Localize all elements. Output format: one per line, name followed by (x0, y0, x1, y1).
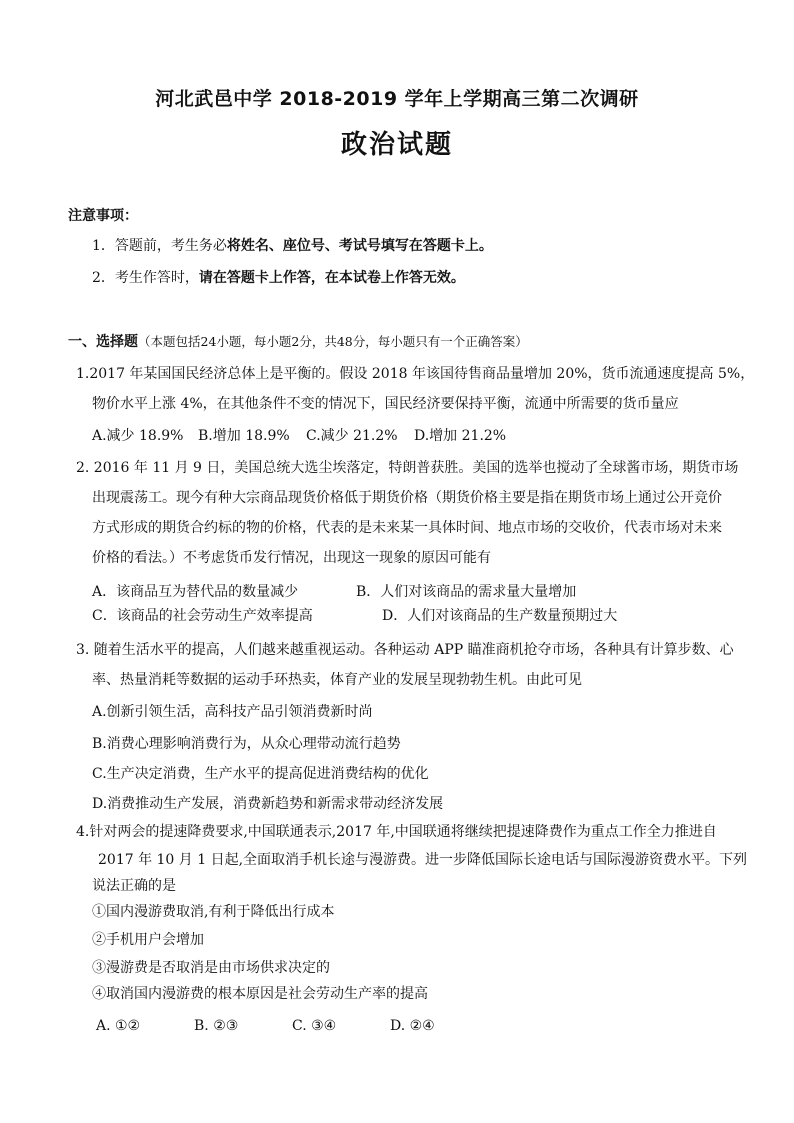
section-heading (68, 332, 528, 352)
notice-item-2-prefix: 2．考生作答时， (92, 270, 199, 286)
q4-statement-4: ④取消国内漫游费的根本原因是社会劳动生产率的提高 (92, 986, 428, 1002)
q2-option-a: A．该商品互为替代品的数量减少 (92, 584, 299, 600)
q2-line-2: 出现震荡工。现今有种大宗商品现货价格低于期货价格（期货价格主要是指在期货市场上通过公开竞价 (92, 490, 722, 506)
notice-item-1-bold: 将姓名、座位号、考试号填写在答题卡上。 (226, 238, 493, 254)
notice-label: 注意事项： (68, 208, 138, 224)
q2-line-3: 方式形成的期货合约标的物的价格，代表的是未来某一具体时间、地点市场的交收价，代表市场对未来 (92, 520, 722, 536)
q4-option-b: B. ②③ (194, 1018, 239, 1034)
q1-option-c: C.减少 21.2% (306, 428, 398, 444)
q1-option-a: A.减少 18.9% (92, 428, 184, 444)
school-title: 河北武邑中学 2018-2019 学年上学期高三第二次调研 (155, 88, 639, 110)
q4-line-2: 2017 年 10 月 1 日起,全面取消手机长途与漫游费。进一步降低国际长途电话与国际漫游资费水平。下列 (98, 852, 748, 868)
q4-option-d: D. ②④ (390, 1018, 435, 1034)
q2-option-c: C．该商品的社会劳动生产效率提高 (92, 608, 313, 624)
q3-line-1: 3. 随着生活水平的提高，人们越来越重视运动。各种运动 APP 瞄准商机抢夺市场，各种具有计算步数、心 (76, 642, 734, 658)
q2-line-4: 价格的看法。）不考虑货币发行情况，出现这一现象的原因可能有 (92, 550, 491, 566)
q3-line-2: 率、热量消耗等数据的运动手环热卖，体育产业的发展呈现勃勃生机。由此可见 (92, 672, 582, 688)
subject-title: 政治试题 (340, 130, 453, 160)
q4-option-c: C. ③④ (292, 1018, 337, 1034)
section-heading-title: 一、选择题 (68, 334, 138, 350)
q3-option-b: B.消费心理影响消费行为，从众心理带动流行趋势 (92, 736, 401, 752)
q3-option-a: A.创新引领生活，高科技产品引领消费新时尚 (92, 704, 373, 720)
q4-statement-1: ①国内漫游费取消,有利于降低出行成本 (92, 904, 335, 920)
notice-item-1 (92, 236, 493, 256)
q4-option-a: A. ①② (96, 1018, 141, 1034)
notice-item-2-bold: 请在答题卡上作答，在本试卷上作答无效。 (198, 270, 465, 286)
q1-option-d: D.增加 21.2% (414, 428, 507, 444)
q2-option-b: B．人们对该商品的需求量大量增加 (356, 584, 577, 600)
q3-option-d: D.消费推动生产发展，消费新趋势和新需求带动经济发展 (92, 796, 444, 812)
q4-statement-2: ②手机用户会增加 (92, 932, 204, 948)
q2-option-d: D．人们对该商品的生产数量预期过大 (382, 608, 618, 624)
notice-item-1-prefix: 1．答题前，考生务必 (92, 238, 227, 254)
notice-item-2 (92, 268, 465, 288)
q1-line-2: 物价水平上涨 4%，在其他条件不变的情况下，国民经济要保持平衡，流通中所需要的货币量应 (92, 396, 679, 412)
q4-statement-3: ③漫游费是否取消是由市场供求决定的 (92, 960, 330, 976)
q4-line-3: 说法正确的是 (92, 878, 176, 894)
q2-line-1: 2. 2016 年 11 月 9 日，美国总统大选尘埃落定，特朗普获胜。美国的选举也搅动了全球酱市场，期货市场 (76, 460, 739, 476)
q3-option-c: C.生产决定消费，生产水平的提高促进消费结构的优化 (92, 766, 429, 782)
q1-line-1: 1.2017 年某国国民经济总体上是平衡的。假设 2018 年该国待售商品量增加 20%，货币流通速度提高 5%， (76, 366, 755, 382)
q1-option-b: B.增加 18.9% (198, 428, 290, 444)
section-heading-note: （本题包括24小题，每小题2分，共48分，每小题只有一个正确答案） (138, 334, 528, 349)
q4-line-1: 4.针对两会的提速降费要求,中国联通表示,2017 年,中国联通将继续把提速降费作为重点工作全力推进自 (76, 824, 717, 840)
